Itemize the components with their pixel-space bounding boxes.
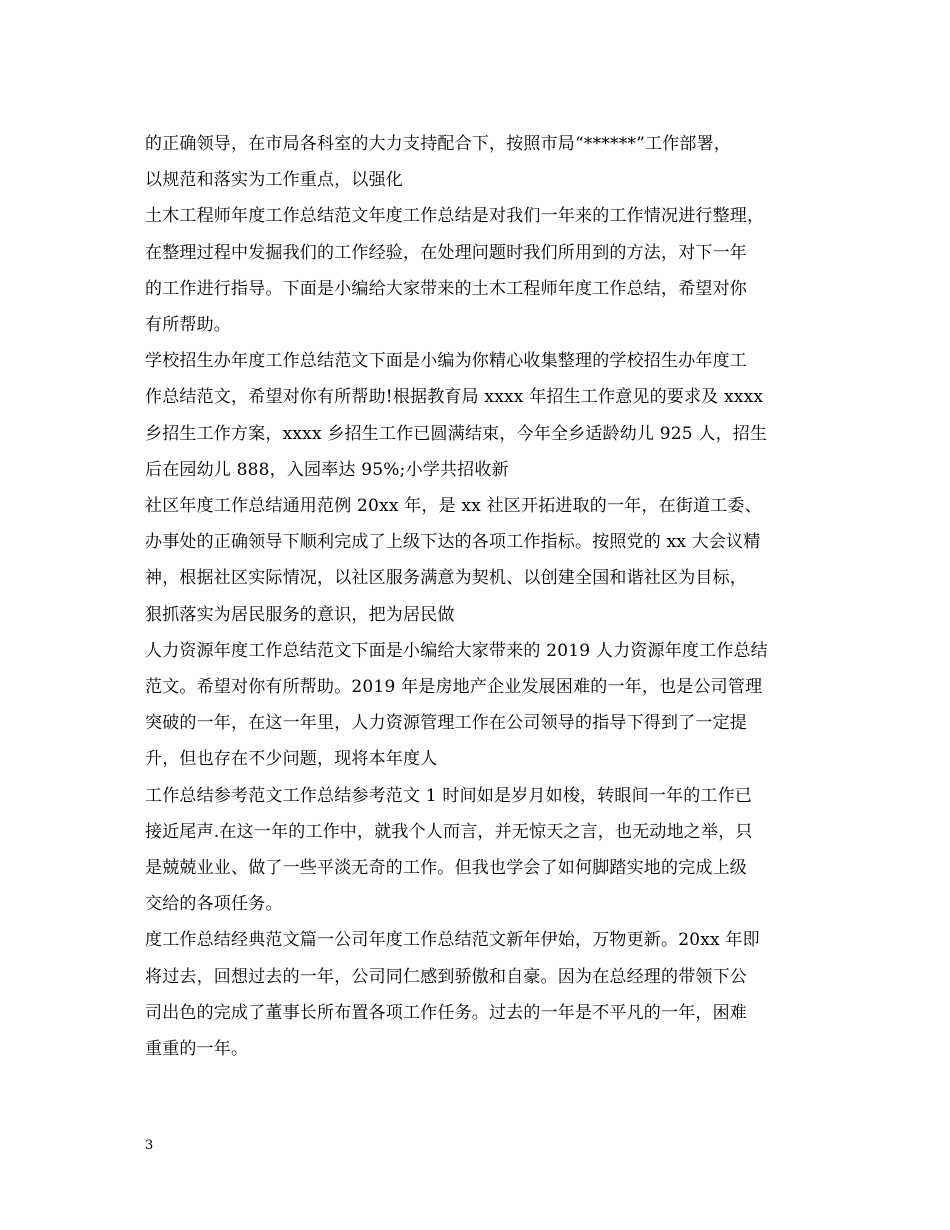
- text-line: 人力资源年度工作总结范文下面是小编给大家带来的 2019 人力资源年度工作总结: [145, 640, 768, 661]
- paragraph-7: [145, 922, 815, 1067]
- text-line: 作总结范文，希望对你有所帮助!根据教育局 xxxx 年招生工作意见的要求及 xxxx: [145, 387, 764, 408]
- text-line: 范文。希望对你有所帮助。2019 年是房地产企业发展困难的一年，也是公司管理: [145, 677, 763, 698]
- text-line: 乡招生工作方案，xxxx 乡招生工作已圆满结束，今年全乡适龄幼儿 925 人，招生: [145, 423, 768, 444]
- paragraph-1: [145, 126, 815, 198]
- text-line: 以规范和落实为工作重点，以强化: [145, 170, 403, 191]
- paragraph-3: [145, 343, 815, 488]
- text-line: 将过去，回想过去的一年，公司同仁感到骄傲和自豪。因为在总经理的带领下公: [145, 966, 747, 987]
- text-line: 办事处的正确领导下顺利完成了上级下达的各项工作指标。按照党的 xx 大会议精: [145, 532, 761, 553]
- document-body: [145, 126, 815, 1067]
- text-line: 是兢兢业业、做了一些平淡无奇的工作。但我也学会了如何脚踏实地的完成上级: [145, 858, 747, 879]
- text-line: 度工作总结经典范文篇一公司年度工作总结范文新年伊始，万物更新。20xx 年即: [145, 930, 760, 951]
- text-line: 工作总结参考范文工作总结参考范文 1 时间如是岁月如梭，转眼间一年的工作已: [145, 785, 753, 806]
- paragraph-2: [145, 198, 815, 343]
- text-line: 升，但也存在不少问题，现将本年度人: [145, 749, 438, 770]
- text-line: 交给的各项任务。: [145, 894, 283, 915]
- text-line: 的工作进行指导。下面是小编给大家带来的土木工程师年度工作总结，希望对你: [145, 278, 747, 299]
- text-line: 司出色的完成了董事长所布置各项工作任务。过去的一年是不平凡的一年，困难: [145, 1002, 747, 1023]
- text-line: 学校招生办年度工作总结范文下面是小编为你精心收集整理的学校招生办年度工: [145, 351, 747, 372]
- paragraph-4: [145, 488, 815, 633]
- text-line: 神，根据社区实际情况，以社区服务满意为契机、以创建全国和谐社区为目标，: [145, 568, 747, 589]
- text-line: 的正确领导，在市局各科室的大力支持配合下，按照市局“******”工作部署，: [145, 134, 731, 154]
- text-line: 狠抓落实为居民服务的意识，把为居民做: [145, 604, 455, 625]
- text-line: 后在园幼儿 888，入园率达 95%;小学共招收新: [145, 459, 509, 480]
- text-line: 重重的一年。: [145, 1039, 249, 1060]
- text-line: 突破的一年，在这一年里，人力资源管理工作在公司领导的指导下得到了一定提: [145, 713, 747, 734]
- text-line: 社区年度工作总结通用范例 20xx 年，是 xx 社区开拓进取的一年，在街道工委、: [145, 496, 762, 517]
- paragraph-6: [145, 778, 815, 923]
- text-line: 土木工程师年度工作总结范文年度工作总结是对我们一年来的工作情况进行整理，: [145, 206, 765, 227]
- text-line: 有所帮助。: [145, 315, 231, 336]
- page-number: 3: [145, 1138, 154, 1153]
- text-line: 接近尾声.在这一年的工作中，就我个人而言，并无惊天之言，也无动地之举，只: [145, 821, 753, 842]
- paragraph-5: [145, 633, 815, 778]
- text-line: 在整理过程中发掘我们的工作经验，在处理问题时我们所用到的方法，对下一年: [145, 242, 747, 263]
